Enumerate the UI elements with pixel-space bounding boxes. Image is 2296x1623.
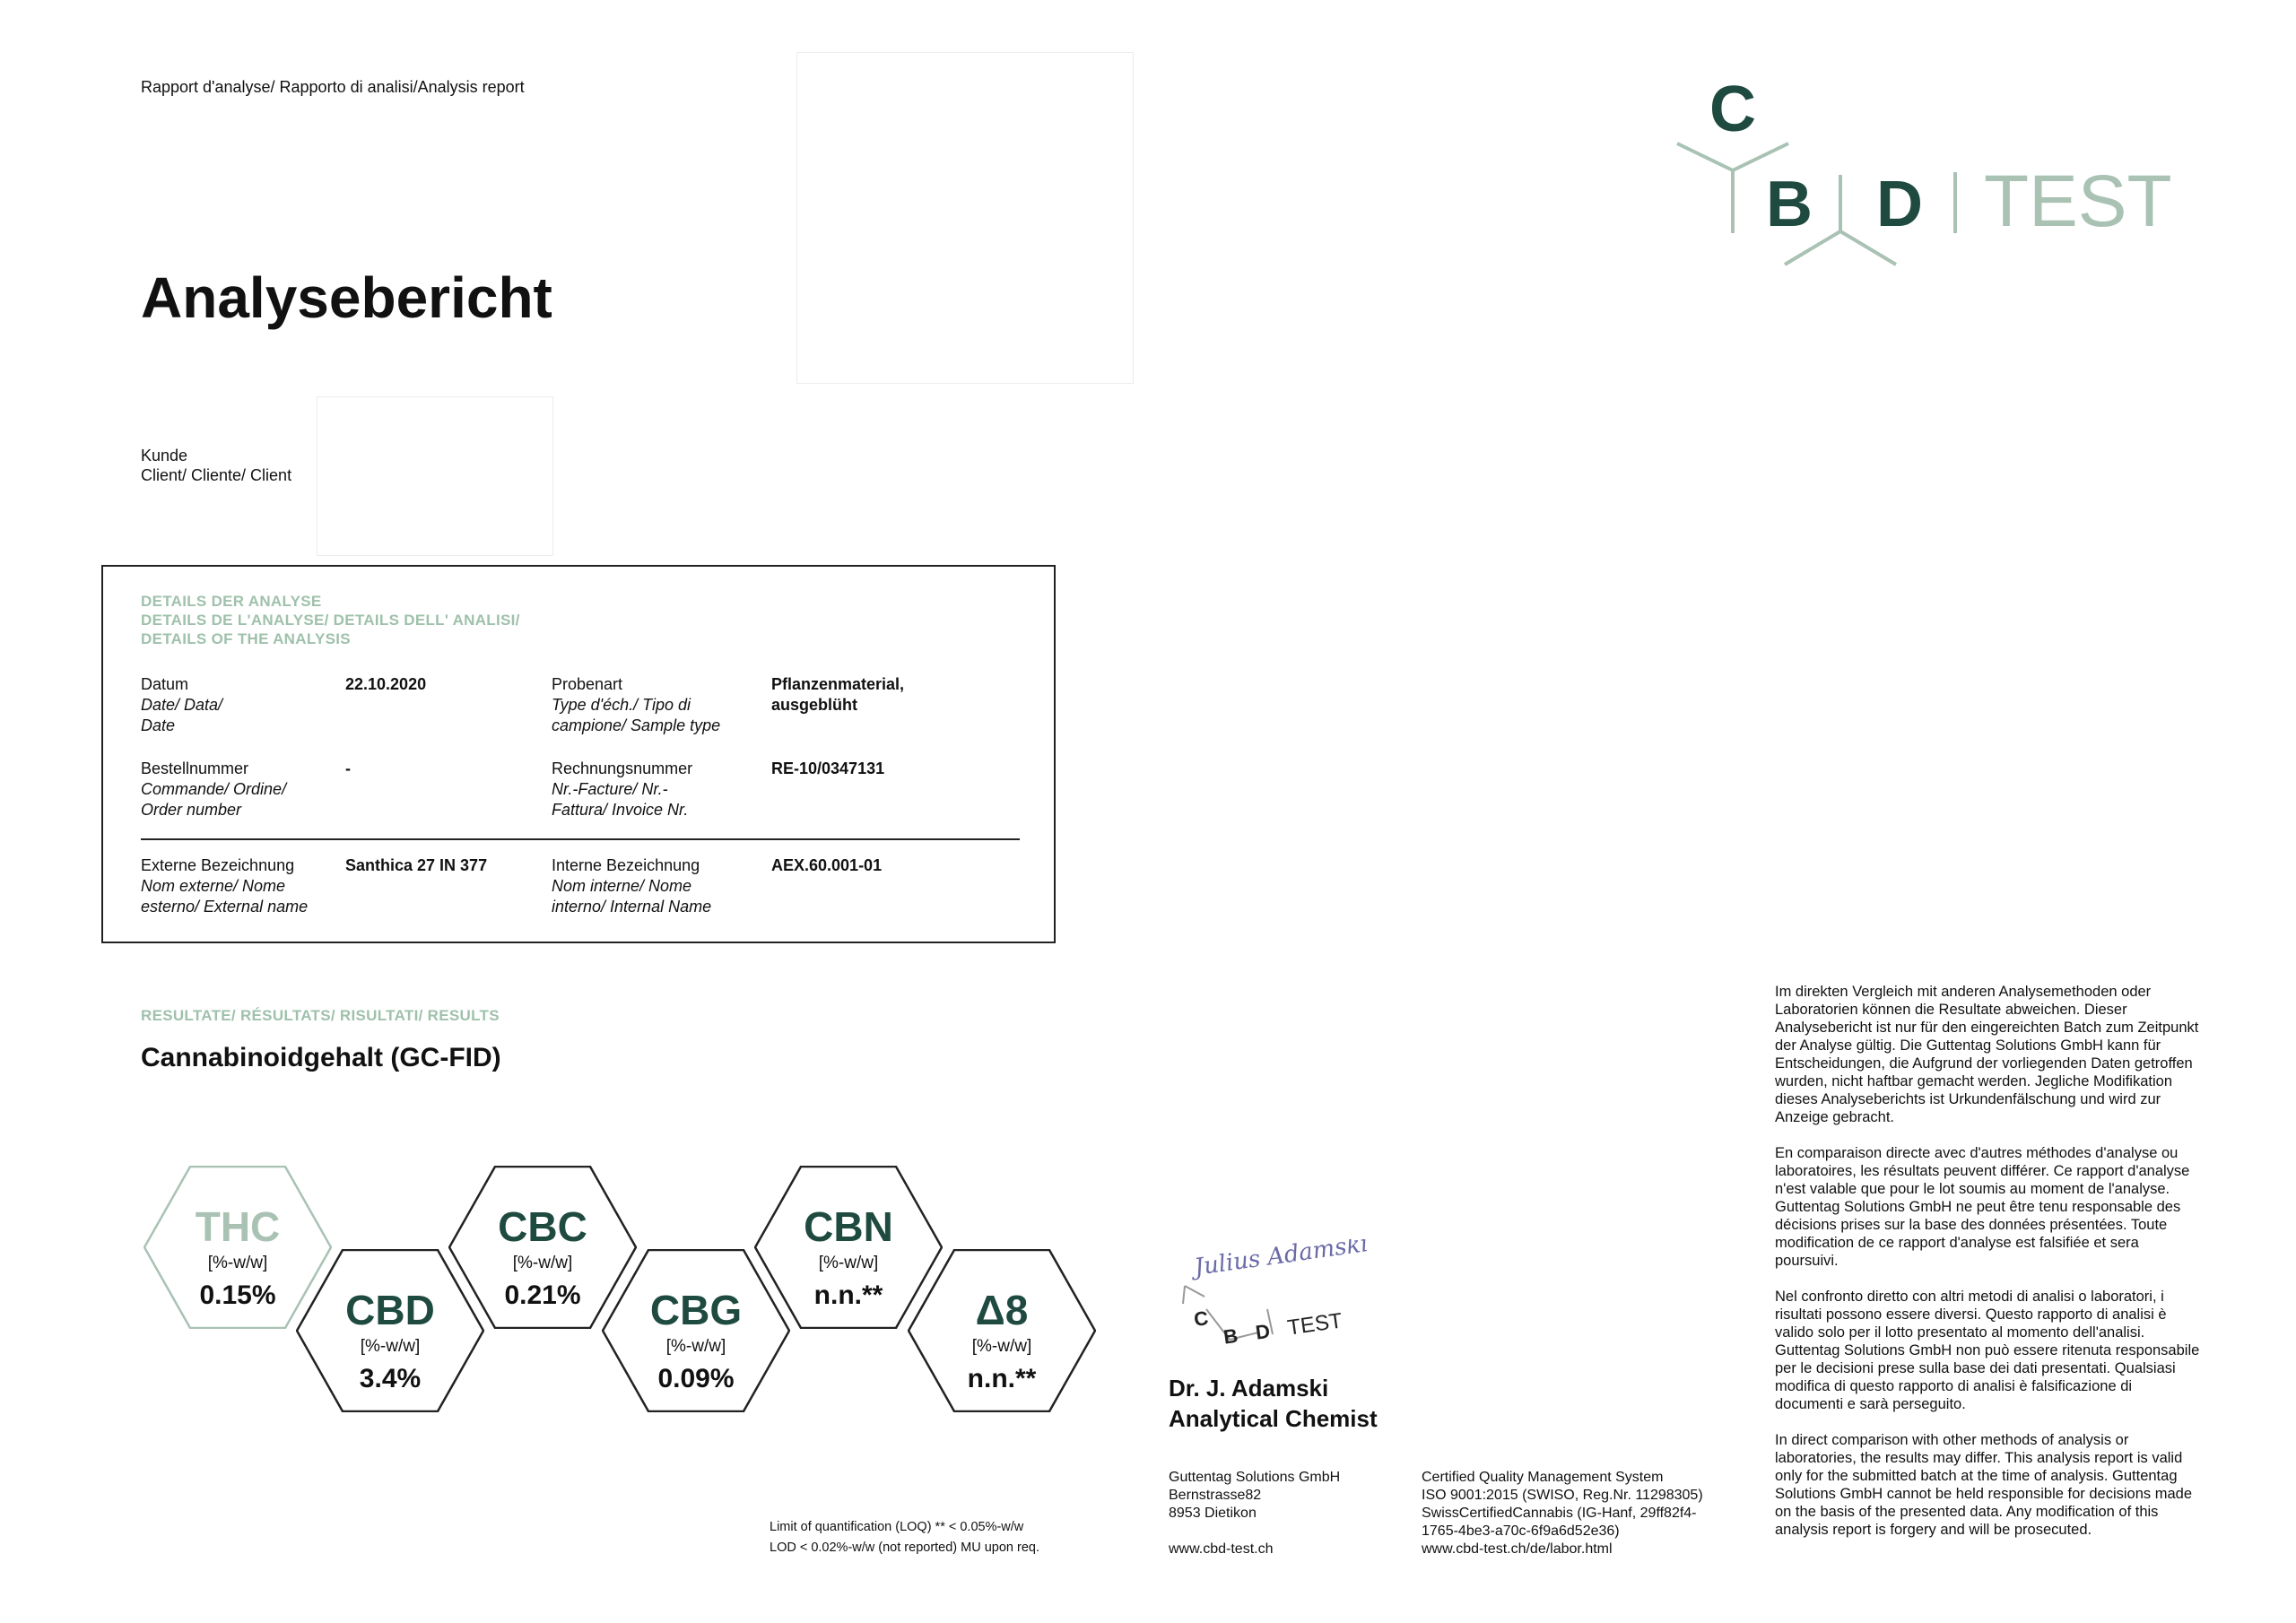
hex-delta8-unit: [%-w/w] <box>971 1337 1032 1356</box>
client-blank-area <box>317 396 553 556</box>
hex-cbg-value: 0.09% <box>657 1364 735 1393</box>
disclaimer-fr: En comparaison directe avec d'autres méthodes d'analyse ou laboratoires, les résultats peuvent différer. Ce rapport d'analyse n'est valable que pour le lot soumis au moment de l'analyse. Guttentag Solutions GmbH ne peut être tenu responsable des décisions prises sur la base des données présentées. Toute modification de ce rapport d'analyse est falsifiée et sera poursuivi. <box>1775 1145 2190 1269</box>
logo-letter-b: B <box>1766 169 1813 240</box>
hex-cbn-value: n.n.** <box>813 1280 883 1310</box>
disclaimer-de: Im direkten Vergleich mit anderen Analysemethoden oder Laboratorien können die Resultate abweichen. Dieser Analysebericht ist nur für den eingereichten Batch zum Zeitpunkt der Analyse gültig. Die Guttentag Solutions GmbH kann für Entscheidungen, die Aufgrund der vorliegenden Daten getroffen wurden, nicht haftbar gemacht werden. Jegliche Modifikation dieses Analyseberichts ist Urkundenfälschung und wird zur Anzeige gebracht. <box>1775 984 2199 1125</box>
logo-letter-c: C <box>1709 74 1756 145</box>
hex-cbc-value: 0.21% <box>504 1280 581 1310</box>
hex-cbc-name: CBC <box>498 1203 587 1250</box>
hex-cbg-unit: [%-w/w] <box>665 1337 726 1356</box>
internal-name-sub-1: Nom interne/ Nome <box>552 877 692 895</box>
hex-thc-name: THC <box>195 1203 281 1250</box>
date-sub-1: Date/ Data/ <box>141 696 223 714</box>
order-sub-2: Order number <box>141 801 242 819</box>
chemist-role: Analytical Chemist <box>1169 1405 1378 1432</box>
company-city: 8953 Dietikon <box>1169 1506 1257 1521</box>
signature-stamp <box>1179 1239 1413 1356</box>
logo-word-test: TEST <box>1984 161 2170 242</box>
order-sub-1: Commande/ Ordine/ <box>141 780 287 798</box>
loq-note: Limit of quantification (LOQ) ** < 0.05%-w/w <box>770 1520 1024 1534</box>
disclaimer-it: Nel confronto diretto con altri metodi di analisi o laboratori, i risultati possono essere diversi. Questo rapporto di analisi è valido solo per il lotto presentato al momento dell'analisi. Guttentag Solutions GmbH non può essere ritenuta responsabile per le decisioni prese sulla base dei dati presentati. Qualsiasi modifica di questo rapporto di analisi è falsificazione di documenti e sarà perseguito. <box>1775 1289 2200 1412</box>
hex-delta8-name: Δ8 <box>975 1287 1029 1333</box>
stamp-word-test: TEST <box>1285 1308 1344 1341</box>
lod-note: LOD < 0.02%-w/w (not reported) MU upon req. <box>770 1541 1040 1555</box>
invoice-label: Rechnungsnummer <box>552 759 693 777</box>
report-label: Rapport d'analyse/ Rapporto di analisi/Analysis report <box>141 78 525 96</box>
details-divider <box>141 838 1020 840</box>
company-street: Bernstrasse82 <box>1169 1488 1262 1503</box>
date-label: Datum <box>141 675 189 693</box>
hex-cbc-unit: [%-w/w] <box>512 1254 573 1272</box>
company-website-link[interactable]: www.cbd-test.ch <box>1169 1541 1274 1557</box>
external-name-label: Externe Bezeichnung <box>141 856 295 874</box>
order-label: Bestellnummer <box>141 759 249 777</box>
logo-letter-d: D <box>1876 169 1923 240</box>
hex-cbn-unit: [%-w/w] <box>818 1254 879 1272</box>
details-heading-1: DETAILS DER ANALYSE <box>141 593 322 610</box>
blank-area <box>796 52 1134 384</box>
internal-name-sub-2: interno/ Internal Name <box>552 898 712 916</box>
disclaimer-en: In direct comparison with other methods of analysis or laboratories, the results may differ. This analysis report is valid only for the submitted batch at the time of analysis. Guttentag Solutions GmbH cannot be held responsible for decisions made on the basis of the presented data. Any modification of this analysis report is forgery and will be prosecuted. <box>1775 1432 2193 1538</box>
cert-line-3: SwissCertifiedCannabis (IG-Hanf, 29ff82f4- <box>1422 1506 1697 1521</box>
company-name: Guttentag Solutions GmbH <box>1169 1470 1341 1485</box>
handwritten-signature: Julius Adamski <box>1192 1239 1370 1281</box>
hex-cbd-unit: [%-w/w] <box>360 1337 421 1356</box>
cert-line-4: 1765-4be3-a70c-6f9a6d52e36) <box>1422 1523 1620 1539</box>
hex-delta8 <box>908 1249 1096 1412</box>
details-heading-3: DETAILS OF THE ANALYSIS <box>141 630 351 647</box>
date-sub-2: Date <box>141 716 176 734</box>
invoice-value: RE-10/0347131 <box>771 759 885 777</box>
hex-cbd-name: CBD <box>345 1287 435 1333</box>
internal-name-value: AEX.60.001-01 <box>771 856 883 874</box>
sample-type-sub-1: Type d'éch./ Tipo di <box>552 696 691 714</box>
details-heading-2: DETAILS DE L'ANALYSE/ DETAILS DELL' ANALISI/ <box>141 612 520 629</box>
sample-type-value-1: Pflanzenmaterial, <box>771 675 905 693</box>
external-name-sub-1: Nom externe/ Nome <box>141 877 286 895</box>
stamp-letter-d: D <box>1254 1319 1272 1344</box>
chemist-name: Dr. J. Adamski <box>1169 1375 1329 1402</box>
stamp-letter-b: B <box>1222 1324 1239 1349</box>
cert-line-2: ISO 9001:2015 (SWISO, Reg.Nr. 11298305) <box>1422 1488 1703 1503</box>
results-label: RESULTATE/ RÉSULTATS/ RISULTATI/ RESULTS <box>141 1007 500 1024</box>
external-name-sub-2: esterno/ External name <box>141 898 309 916</box>
external-name-value: Santhica 27 IN 377 <box>345 856 488 874</box>
sample-type-sub-2: campione/ Sample type <box>552 716 721 734</box>
sample-type-value-2: ausgeblüht <box>771 696 858 714</box>
lab-link[interactable]: www.cbd-test.ch/de/labor.html <box>1422 1541 1613 1557</box>
results-title: Cannabinoidgehalt (GC-FID) <box>141 1043 501 1072</box>
hex-delta8-value: n.n.** <box>967 1364 1037 1393</box>
hex-thc-value: 0.15% <box>199 1280 276 1310</box>
client-sub-label: Client/ Cliente/ Client <box>141 466 292 484</box>
sample-type-label: Probenart <box>552 675 623 693</box>
hex-cbg-name: CBG <box>649 1287 743 1333</box>
page-title: Analysebericht <box>141 265 552 330</box>
cbd-test-logo <box>1668 72 2170 278</box>
invoice-sub-2: Fattura/ Invoice Nr. <box>552 801 689 819</box>
hex-cbn-name: CBN <box>804 1203 893 1250</box>
hex-thc-unit: [%-w/w] <box>207 1254 268 1272</box>
order-value: - <box>345 759 351 777</box>
invoice-sub-1: Nr.-Facture/ Nr.- <box>552 780 668 798</box>
date-value: 22.10.2020 <box>345 675 427 693</box>
stamp-letter-c: C <box>1192 1306 1210 1332</box>
client-label: Kunde <box>141 447 188 464</box>
cert-line-1: Certified Quality Management System <box>1422 1470 1664 1485</box>
internal-name-label: Interne Bezeichnung <box>552 856 700 874</box>
hex-cbd-value: 3.4% <box>359 1364 422 1393</box>
disclaimer <box>1775 983 2201 1557</box>
